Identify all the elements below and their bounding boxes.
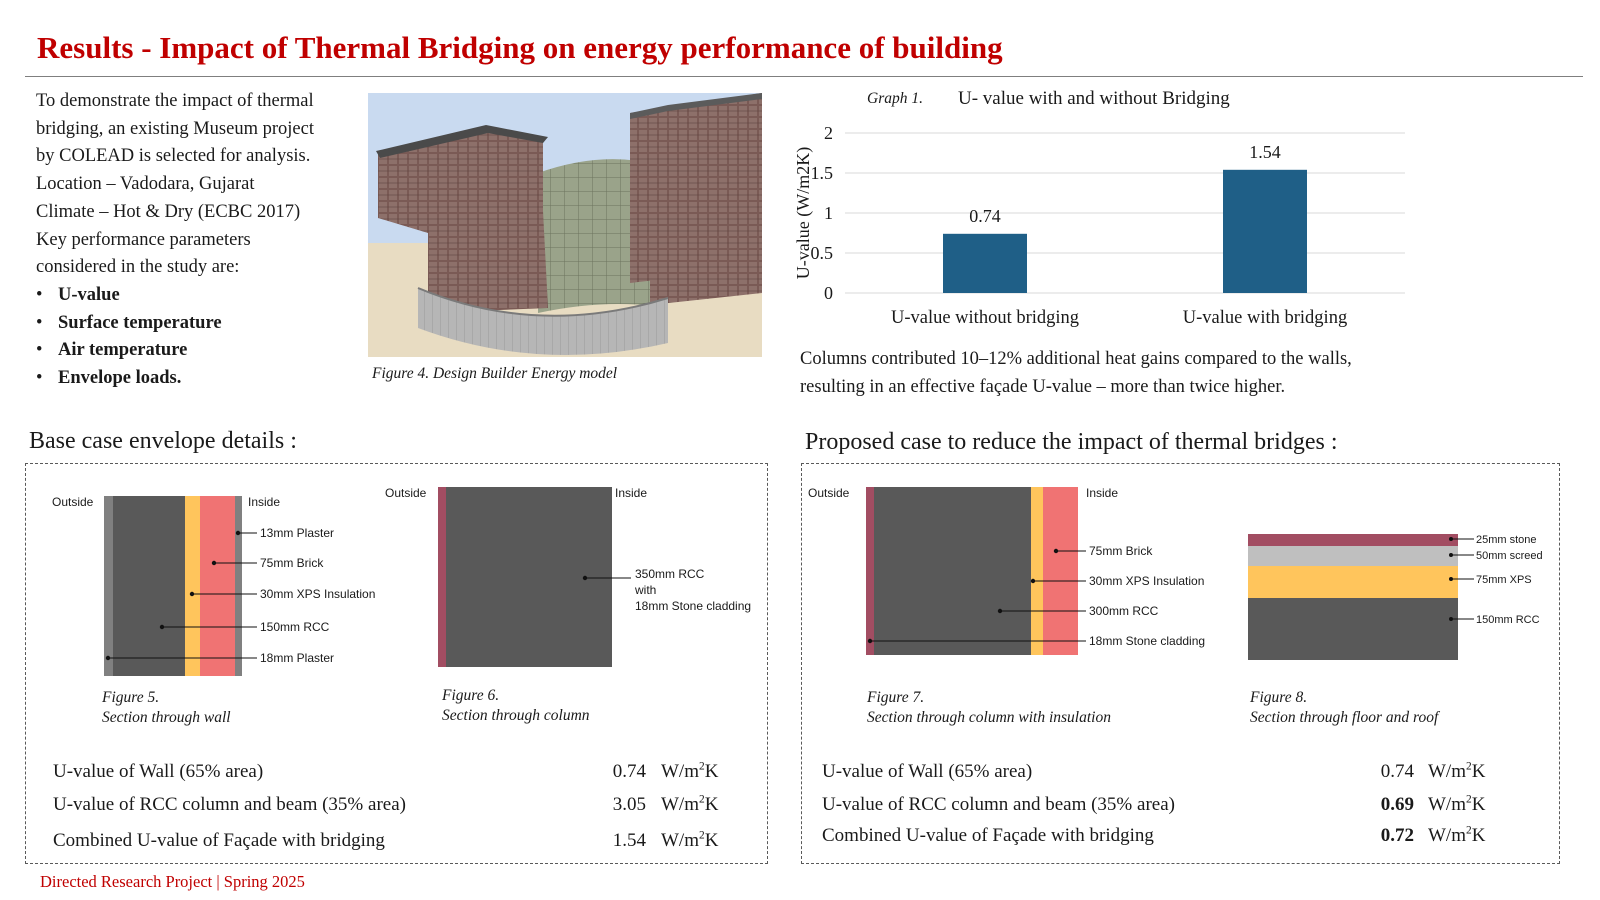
graph-number-label: Graph 1. <box>867 90 923 107</box>
data-label: 1.54 <box>1249 141 1281 162</box>
insulated-column-section-diagram <box>808 482 1228 662</box>
outside-label: Outside <box>808 486 850 500</box>
figure8-caption: Figure 8. Section through floor and roof <box>1250 689 1439 726</box>
building-model-drawing <box>368 93 762 357</box>
layer-label: 75mm Brick <box>1089 544 1153 558</box>
intro-line: considered in the study are: <box>36 257 240 278</box>
inside-label: Inside <box>615 486 648 500</box>
rcc-layer <box>1248 598 1458 660</box>
graph-title: U- value with and without Bridging <box>958 88 1230 109</box>
figure7-caption: Figure 7. Section through column with insulation <box>867 689 1111 726</box>
layer-label: 150mm RCC <box>260 620 330 634</box>
intro-text-block <box>36 88 356 393</box>
brick-layer <box>200 496 235 676</box>
intro-line: To demonstrate the impact of thermal <box>36 91 314 111</box>
intro-line: Key performance parameters <box>36 229 251 250</box>
base-case-u-value-table: U-value of Wall (65% area) 0.74 $W/m^2K$ U-value of RCC column and beam (35% area) 3.05 $W/m^2K$ Combined U-value of Façade with bridging 1.54 $W/m^2K$ <box>53 760 719 851</box>
rcc-layer <box>446 487 612 667</box>
finding-line: Columns contributed 10–12% additional heat gains compared to the walls, <box>800 349 1352 369</box>
column-label-line: 18mm Stone cladding <box>635 599 752 613</box>
layer-label: 25mm stone <box>1476 534 1537 546</box>
intro-line: by COLEAD is selected for analysis. <box>36 146 311 167</box>
layer-label: 30mm XPS Insulation <box>1089 574 1205 588</box>
y-tick-label: 1 <box>824 203 833 223</box>
title-divider <box>25 76 1583 77</box>
figure5-caption: Figure 5. Section through wall <box>102 689 231 726</box>
floor-roof-section-diagram <box>1248 530 1558 665</box>
layer-label: 30mm XPS Insulation <box>260 587 376 601</box>
y-tick-label: 0.5 <box>810 243 833 263</box>
xps-layer <box>185 496 200 676</box>
model-figure-caption: Figure 4. Design Builder Energy model <box>372 365 618 382</box>
parameter-item: • Air temperature <box>36 337 356 365</box>
x-category-label: U-value without bridging <box>890 308 1080 328</box>
inside-label: Inside <box>1086 486 1119 500</box>
layer-label: 75mm XPS <box>1476 574 1532 586</box>
building-model-image <box>368 93 762 357</box>
data-label: 0.74 <box>969 205 1001 226</box>
column-label-line: with <box>635 583 657 597</box>
parameter-item: • Envelope loads. <box>36 365 356 393</box>
plaster-layer-outer <box>104 496 113 676</box>
rcc-layer <box>874 487 1031 655</box>
layer-label: 300mm RCC <box>1089 604 1159 618</box>
column-label-line: 350mm RCC <box>635 567 705 581</box>
xps-layer <box>1248 566 1458 598</box>
intro-line: bridging, an existing Museum project <box>36 118 314 139</box>
x-category-label: U-value with bridging <box>1182 308 1348 328</box>
y-tick-label: 2 <box>824 123 833 143</box>
chart-finding-text <box>800 346 1420 401</box>
y-tick-label: 0 <box>824 283 833 303</box>
bar <box>1223 170 1307 293</box>
wall-section-diagram <box>52 490 402 680</box>
y-tick-label: 1.5 <box>810 163 833 183</box>
finding-line: resulting in an effective façade U-value – more than twice higher. <box>800 376 1286 397</box>
intro-line: Climate – Hot & Dry (ECBC 2017) <box>36 201 301 222</box>
outside-label: Outside <box>52 495 94 509</box>
rcc-layer <box>113 496 185 676</box>
stone-layer <box>1248 534 1458 546</box>
figure6-caption: Figure 6. Section through column <box>442 687 590 724</box>
layer-label: 75mm Brick <box>260 556 324 570</box>
slide-title: Results - Impact of Thermal Bridging on energy performance of building <box>37 30 1003 65</box>
layer-label: 18mm Stone cladding <box>1089 634 1206 648</box>
layer-label: 13mm Plaster <box>260 526 335 540</box>
parameter-item: • U-value <box>36 282 356 310</box>
bar <box>943 234 1027 293</box>
layer-label: 18mm Plaster <box>260 651 335 665</box>
u-value-bar-chart <box>795 115 1420 335</box>
column-section-diagram <box>385 482 765 672</box>
parameter-item: • Surface temperature <box>36 310 356 338</box>
xps-layer <box>1031 487 1043 655</box>
layer-label: 50mm screed <box>1476 550 1543 562</box>
stone-cladding-layer <box>438 487 446 667</box>
parameter-list <box>36 282 356 393</box>
screed-layer <box>1248 546 1458 566</box>
brick-layer <box>1043 487 1078 655</box>
outside-label: Outside <box>385 486 427 500</box>
layer-label: 150mm RCC <box>1476 614 1540 626</box>
stone-cladding-layer <box>866 487 874 655</box>
plaster-layer-inner <box>235 496 242 676</box>
y-axis-title: U-value (W/m2K) <box>793 146 813 280</box>
base-case-heading: Base case envelope details : <box>29 428 297 454</box>
footer-text: Directed Research Project | Spring 2025 <box>40 872 305 891</box>
inside-label: Inside <box>248 495 281 509</box>
intro-line: Location – Vadodara, Gujarat <box>36 174 255 195</box>
proposed-case-u-value-table: U-value of Wall (65% area) 0.74 $W/m^2K$ U-value of RCC column and beam (35% area) 0.69 $W/m^2K$ Combined U-value of Façade with bridging 0.72 $W/m^2K$ <box>822 760 1486 846</box>
proposed-case-heading: Proposed case to reduce the impact of thermal bridges : <box>805 429 1338 455</box>
